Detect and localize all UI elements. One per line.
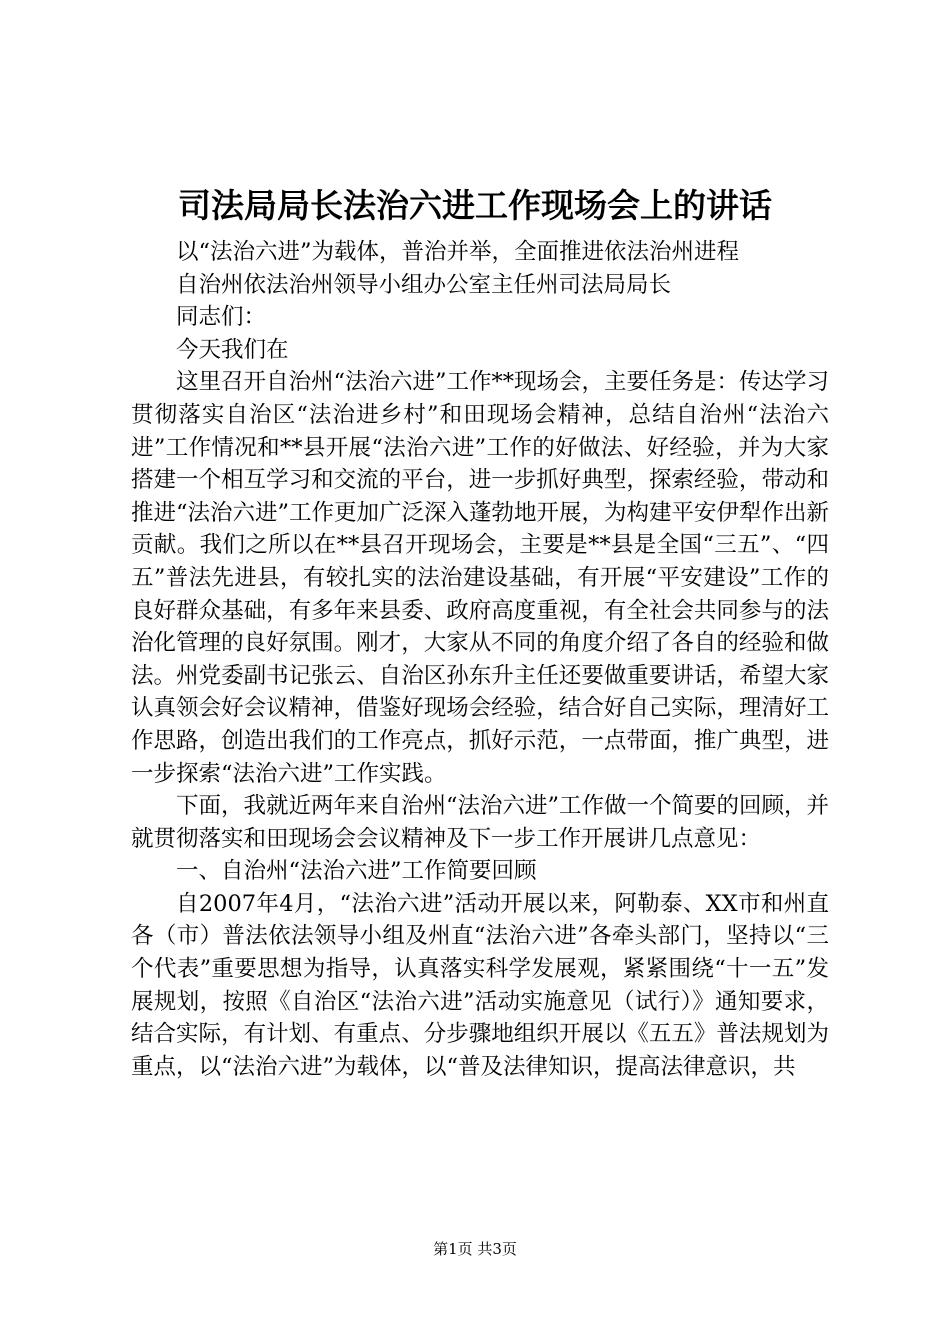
section-heading: 一、自治州“法治六进”工作简要回顾	[176, 858, 537, 885]
body-paragraph: 这里召开自治州“法治六进”工作**现场会，主要任务是：传达学习贯彻落实自治区“法治进乡村”和田现场会精神，总结自治州“法治六进”工作情况和**县开展“法治六进”工作的好做法、好经验，并为大家搭建一个相互学习和交流的平台，进一步抓好典型，探索经验，带动和推进“法治六进”工作更加广泛深入蓬勃地开展，为构建平安伊犁作出新贡献。我们之所以在**县召开现场会，主要是**县是全国“三五”、“四五”普法先进县，有较扎实的法治建设基础，有开展“平安建设”工作的良好群众基础，有多年来县委、政府高度重视，有全社会共同参与的法治化管理的良好氛围。刚才，大家从不同的角度介绍了各自的经验和做法。州党委副书记张云、自治区孙东升主任还要做重要讲话，希望大家认真领会好会议精神，借鉴好现场会经验，结合好自己实际，理清好工作思路，创造出我们的工作亮点，抓好示范，一点带面，推广典型，进一步探索“法治六进”工作实践。	[131, 369, 830, 787]
document-body	[131, 236, 829, 1083]
salutation-paragraph: 同志们：	[176, 304, 267, 331]
body-paragraph: 下面，我就近两年来自治州“法治六进”工作做一个简要的回顾，并就贯彻落实和田现场会会议精神及下一步工作开展讲几点意见：	[131, 793, 830, 852]
document-title: 司法局局长法治六进工作现场会上的讲话	[178, 186, 772, 225]
body-paragraph: 自2007年4月，“法治六进”活动开展以来，阿勒泰、XX市和州直各（市）普法依法领导小组及州直“法治六进”各牵头部门，坚持以“三个代表”重要思想为指导，认真落实科学发展观，紧紧围绕“十一五”发展规划，按照《自治区“法治六进”活动实施意见（试行）》通知要求，结合实际，有计划、有重点、分步骤地组织开展以《五五》普法规划为重点，以“法治六进”为载体，以“普及法律知识，提高法律意识，共	[131, 890, 829, 1080]
author-paragraph: 自治州依法治州领导小组办公室主任州司法局局长	[176, 271, 672, 298]
subtitle-paragraph: 以“法治六进”为载体，普治并举，全面推进依法治州进程	[176, 239, 740, 265]
body-paragraph: 今天我们在	[176, 336, 289, 363]
page-number-footer: 第1页 共3页	[433, 1240, 517, 1258]
